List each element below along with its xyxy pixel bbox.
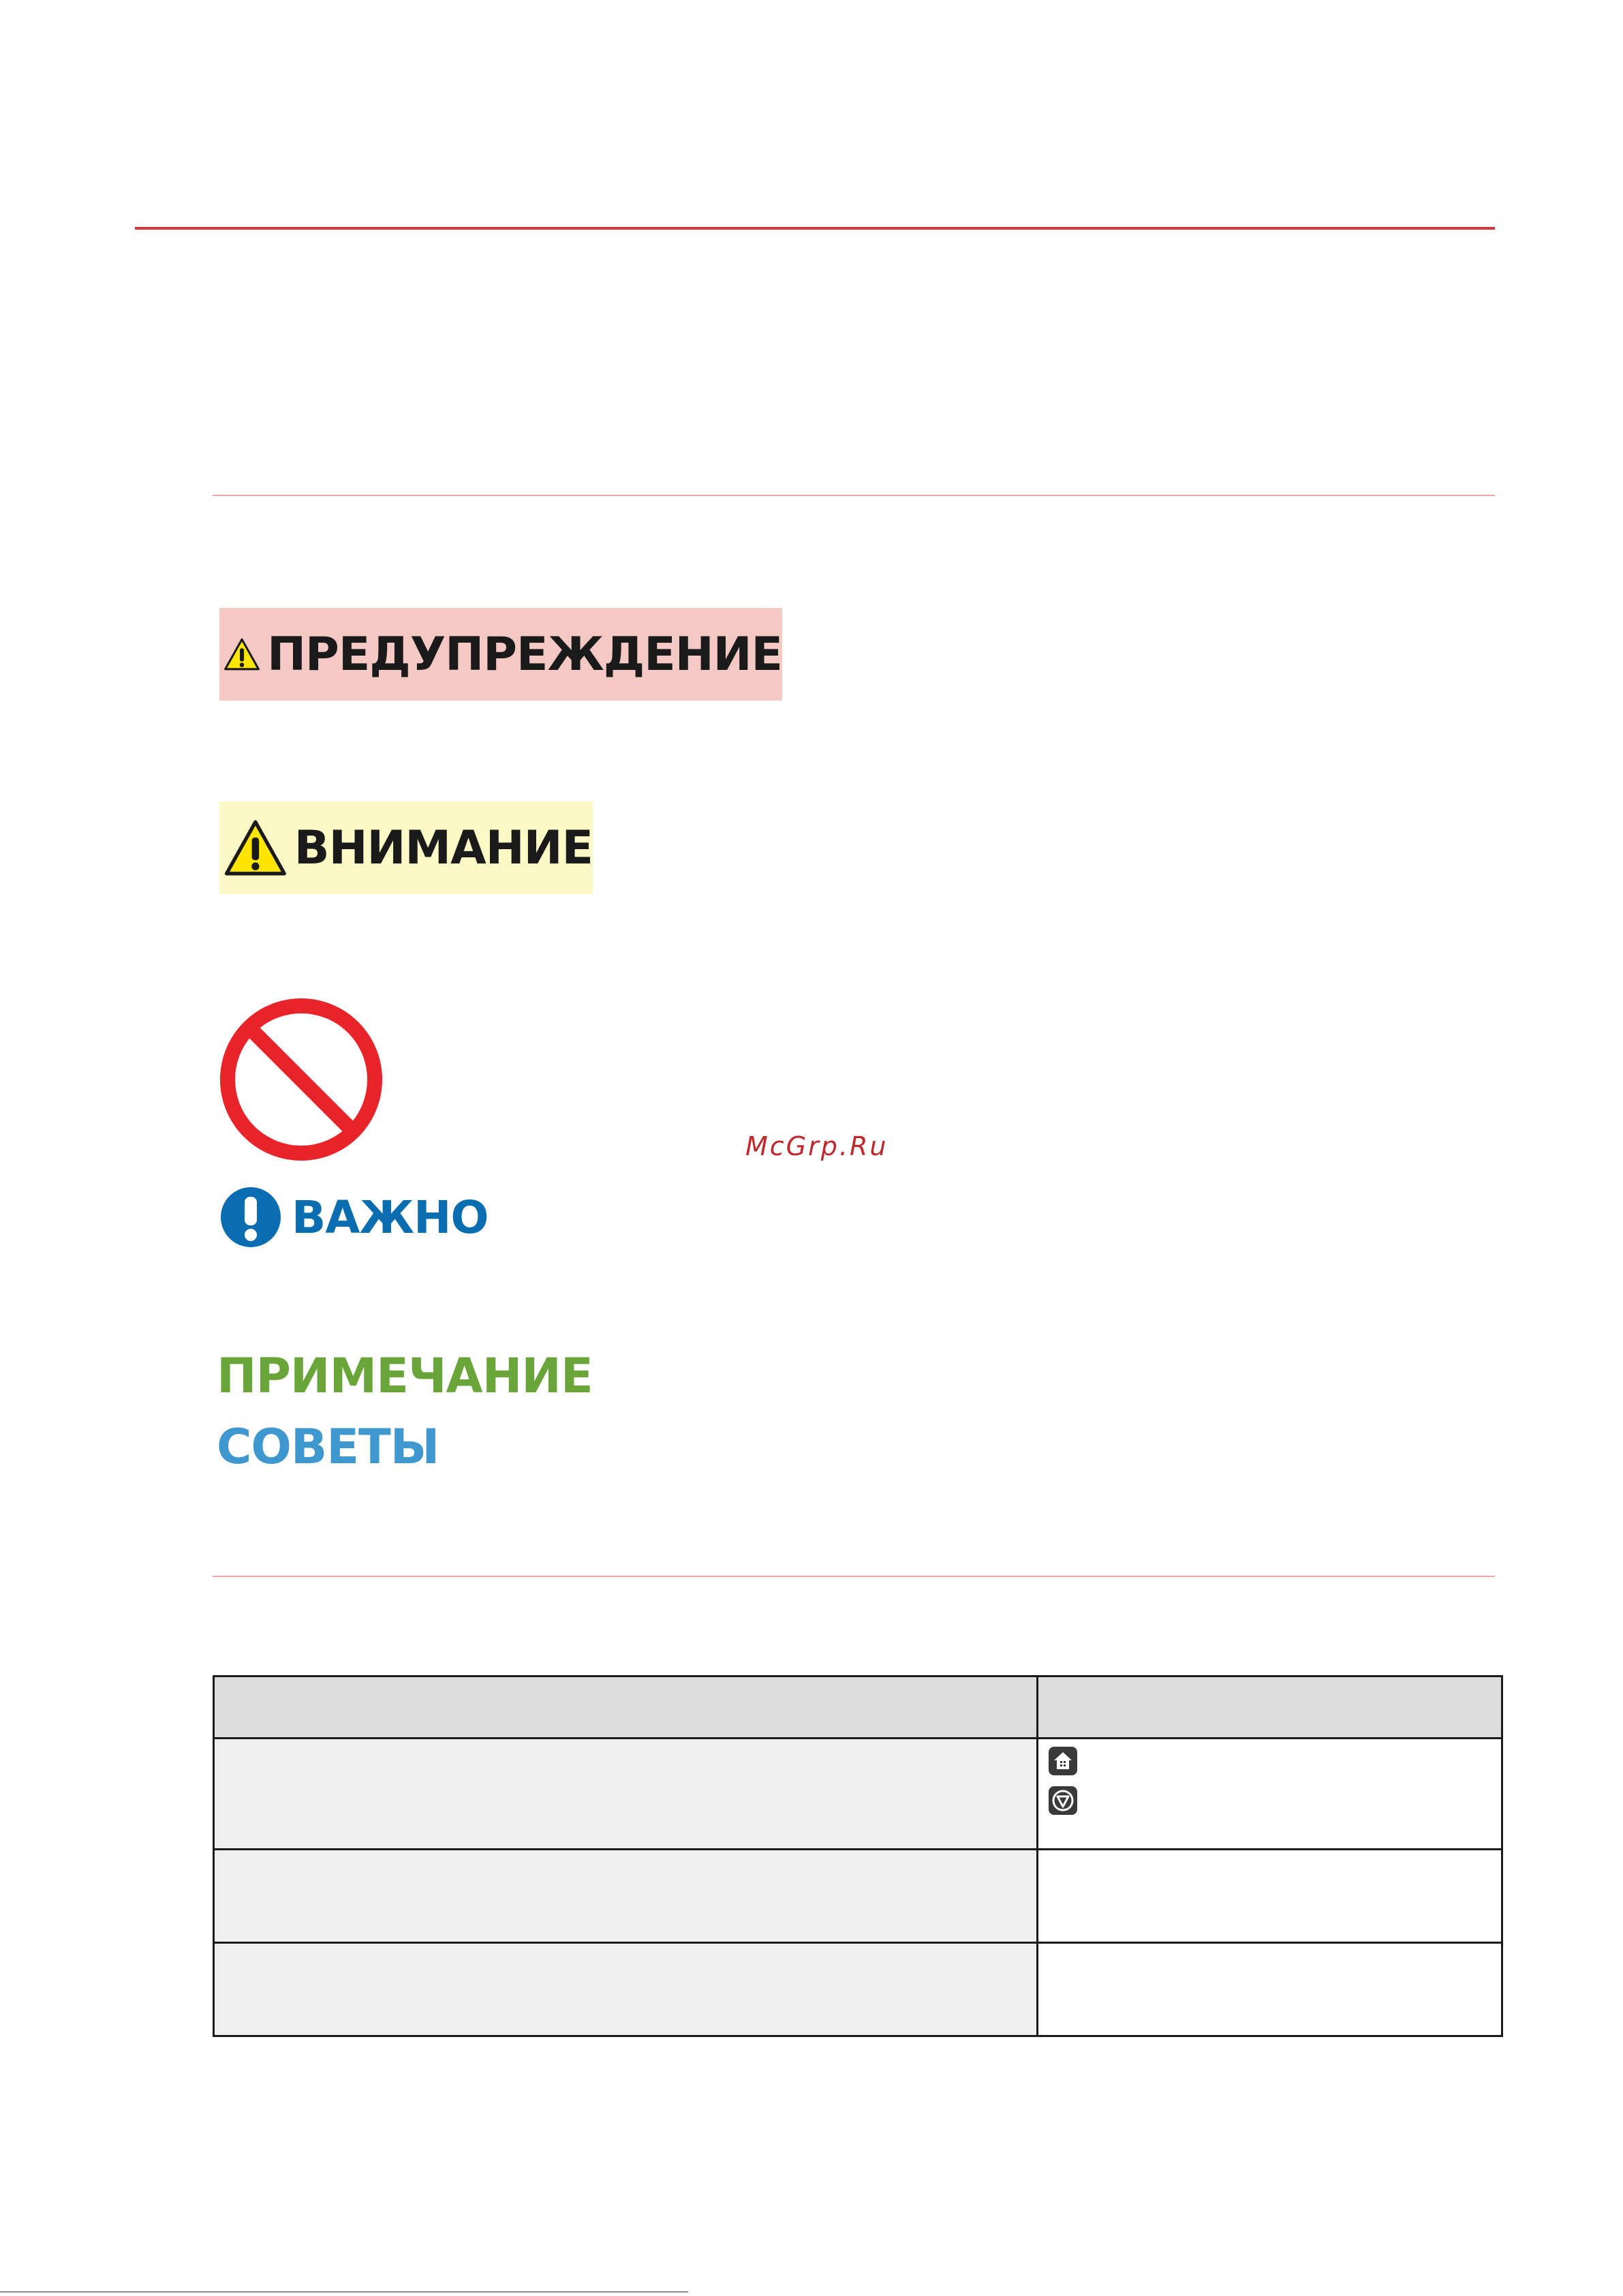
table-row <box>214 1943 1502 2036</box>
stop-key-icon <box>1048 1786 1078 1816</box>
table-cell <box>214 1739 1038 1850</box>
table-cell <box>214 1850 1038 1943</box>
footer-line <box>0 2291 688 2293</box>
tips-heading: СОВЕТЫ <box>217 1419 439 1475</box>
caution-label: ВНИМАНИЕ <box>294 821 593 875</box>
watermark-text: McGrp.Ru <box>745 1131 888 1161</box>
exclamation-circle-icon <box>219 1186 282 1249</box>
table-row <box>214 1850 1502 1943</box>
important-heading <box>219 1186 489 1249</box>
table-header-cell <box>214 1677 1038 1739</box>
important-label: ВАЖНО <box>292 1191 489 1244</box>
table-cell <box>1038 1850 1502 1943</box>
keys-table <box>213 1675 1503 2037</box>
warning-triangle-icon <box>223 616 260 692</box>
section-divider <box>213 495 1495 496</box>
home-key-icon <box>1048 1746 1078 1776</box>
caution-triangle-icon <box>223 810 288 886</box>
table-row <box>214 1739 1502 1850</box>
table-header-row <box>214 1677 1502 1739</box>
prohibition-icon <box>217 995 386 1164</box>
table-cell <box>1038 1739 1502 1850</box>
table-cell <box>214 1943 1038 2036</box>
top-red-rule <box>135 227 1495 230</box>
section-divider-2 <box>213 1576 1495 1577</box>
warning-label: ПРЕДУПРЕЖДЕНИЕ <box>267 627 782 682</box>
table-header-cell <box>1038 1677 1502 1739</box>
table-cell <box>1038 1943 1502 2036</box>
warning-badge <box>219 608 782 701</box>
caution-badge <box>219 801 593 894</box>
note-heading: ПРИМЕЧАНИЕ <box>217 1348 593 1404</box>
